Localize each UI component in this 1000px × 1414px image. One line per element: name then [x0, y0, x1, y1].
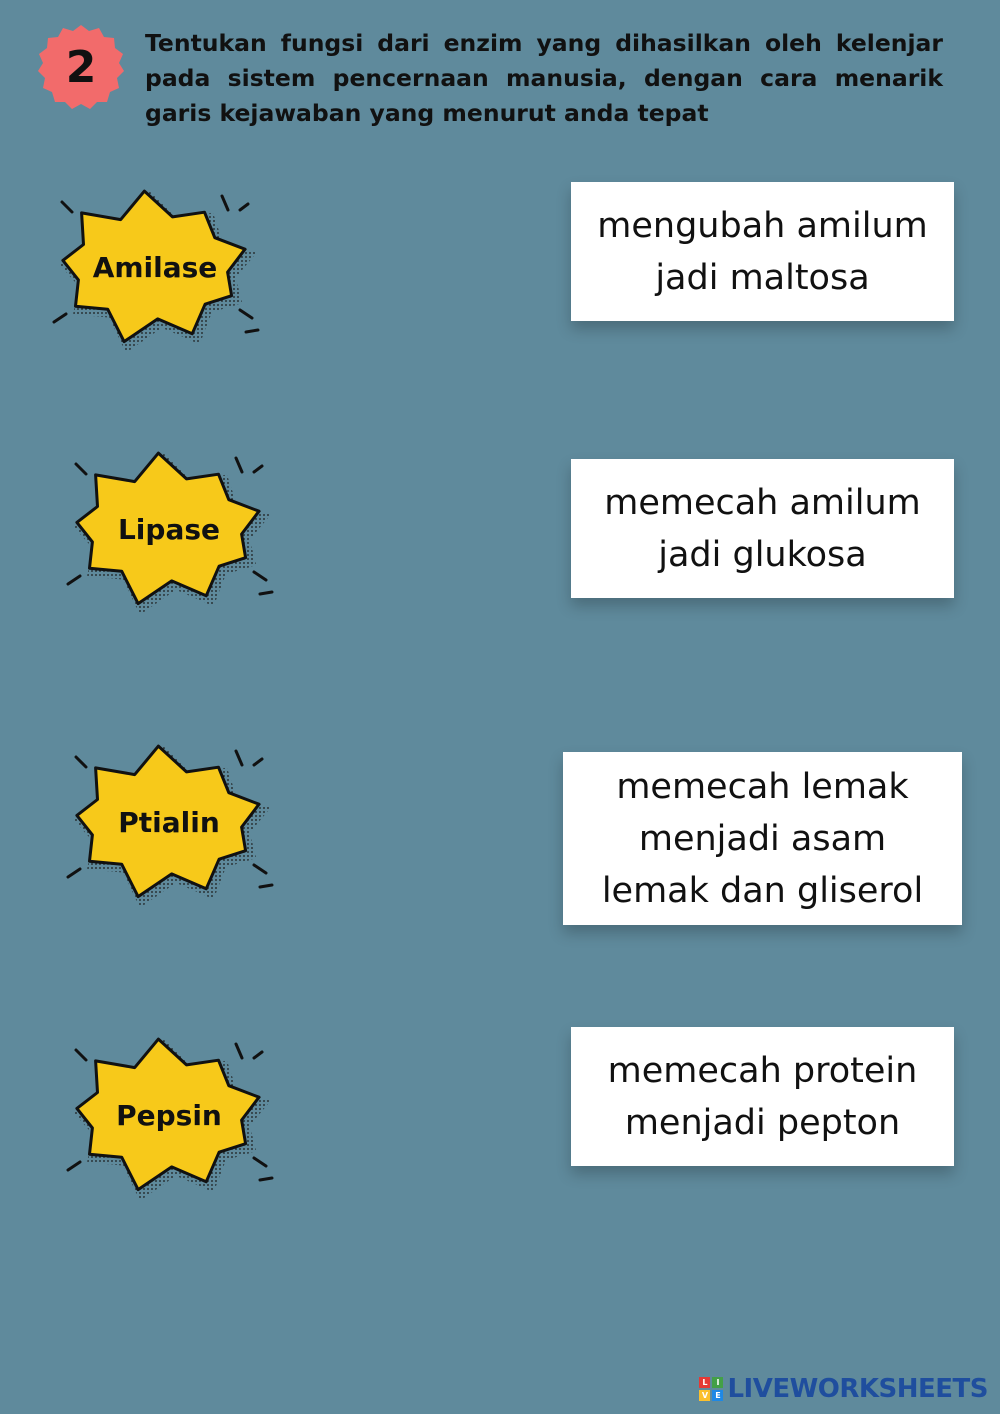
logo-blocks-icon: L I V E: [699, 1377, 723, 1401]
logo-text: LIVEWORKSHEETS: [727, 1374, 988, 1404]
answer-box-2[interactable]: memecah amilum jadi glukosa: [571, 459, 954, 598]
enzyme-label: Ptialin: [118, 805, 220, 839]
enzyme-label: Pepsin: [116, 1098, 222, 1132]
enzyme-item-lipase[interactable]: [54, 444, 284, 614]
answer-box-1[interactable]: mengubah amilum jadi maltosa: [571, 182, 954, 321]
instruction-text: Tentukan fungsi dari enzim yang dihasilkan oleh kelenjar pada sistem pencernaan manusia, dengan cara menarik garis kejawaban yang menurut anda tepat: [145, 29, 943, 127]
enzyme-item-amilase[interactable]: [40, 182, 270, 352]
enzyme-label: Lipase: [117, 512, 221, 546]
enzyme-item-pepsin[interactable]: [54, 1030, 284, 1200]
question-number-badge: [38, 24, 124, 110]
liveworksheets-logo: [699, 1374, 988, 1404]
enzyme-label: Amilase: [92, 250, 218, 284]
enzyme-item-ptialin[interactable]: [54, 737, 284, 907]
answer-box-4[interactable]: memecah protein menjadi pepton: [571, 1027, 954, 1166]
question-number: 2: [65, 41, 97, 93]
answer-box-3[interactable]: memecah lemak menjadi asam lemak dan gliserol: [563, 752, 962, 925]
